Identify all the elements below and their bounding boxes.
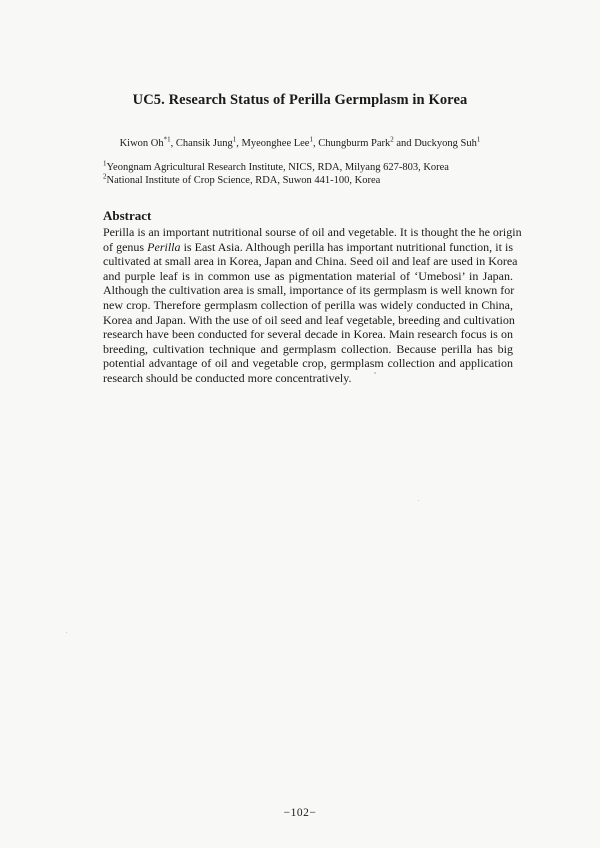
abstract-line <box>103 269 513 284</box>
abstract-text: and purple leaf is in common use as pigmentation material of ‘Umebosi’ in Japan. <box>103 268 513 283</box>
abstract-italic-term: Perilla <box>147 239 181 254</box>
abstract-text: cultivated at small area in Korea, Japan and China. Seed oil and leaf are used in Korea <box>103 254 518 269</box>
abstract-line <box>103 313 513 328</box>
abstract-body <box>103 225 522 386</box>
affiliation-text: Yeongnam Agricultural Research Institute, NICS, RDA, Milyang 627-803, Korea <box>106 162 449 173</box>
author-affiliation-mark: 1 <box>309 135 313 144</box>
abstract-text: of genus <box>103 239 148 254</box>
abstract-text: new crop. Therefore germplasm collection of perilla was widely conducted in China, <box>103 297 513 312</box>
affiliation-list <box>103 159 449 187</box>
author-name: Chungburm Park <box>318 138 391 149</box>
scan-speck <box>66 632 67 633</box>
abstract-line <box>103 342 513 357</box>
abstract-line <box>103 283 513 298</box>
affiliation-text: National Institute of Crop Science, RDA, Suwon 441-100, Korea <box>106 174 381 186</box>
author-name: Myeonghee Lee <box>241 138 310 149</box>
abstract-text: research have been conducted for several decade in Korea. Main research focus is on <box>103 327 513 342</box>
abstract-heading: Abstract <box>103 208 152 223</box>
author-list <box>0 135 600 149</box>
affiliation-mark: 1 <box>103 159 107 168</box>
abstract-line <box>103 298 513 313</box>
author-affiliation-mark: 1 <box>476 135 481 144</box>
author-affiliation-mark: 2 <box>390 135 394 144</box>
abstract-text: Although the cultivation area is small, importance of its germplasm is well known for <box>103 283 515 298</box>
abstract-text: Korea and Japan. With the use of oil seed and leaf vegetable, breeding and cultivation <box>103 312 515 327</box>
affiliation-line <box>103 159 449 175</box>
scan-speck <box>374 372 376 374</box>
abstract-text: breeding, cultivation technique and germplasm collection. Because perilla has big <box>103 341 513 356</box>
author-separator: and <box>393 138 415 149</box>
abstract-line <box>103 356 513 371</box>
scan-speck <box>418 500 419 501</box>
author-separator: , <box>170 138 176 149</box>
abstract-text: is East Asia. Although perilla has important nutritional function, it is <box>180 239 513 254</box>
abstract-line <box>103 371 513 386</box>
author-name: Duckyong Suh <box>414 138 477 149</box>
author-separator: , <box>312 138 319 149</box>
abstract-line <box>103 225 522 240</box>
author-name: Chansik Jung <box>175 138 233 149</box>
affiliation-mark: 2 <box>103 172 107 180</box>
page-number: −102− <box>283 807 317 819</box>
abstract-line <box>103 240 513 255</box>
paper-title: UC5. Research Status of Perilla Germplasm in Korea <box>132 92 468 108</box>
author-affiliation-mark: *1 <box>163 135 171 144</box>
abstract-text: potential advantage of oil and vegetable crop, germplasm collection and application <box>103 356 513 371</box>
author-affiliation-mark: 1 <box>232 135 237 144</box>
abstract-text: research should be conducted more concentratively. <box>103 370 352 385</box>
affiliation-line <box>103 172 449 188</box>
author-separator: , <box>236 138 242 149</box>
abstract-line <box>103 327 513 342</box>
abstract-text: Perilla is an important nutritional sourse of oil and vegetable. It is thought the he origin <box>103 225 522 239</box>
abstract-line <box>103 254 518 269</box>
author-name: Kiwon Oh <box>119 138 164 149</box>
